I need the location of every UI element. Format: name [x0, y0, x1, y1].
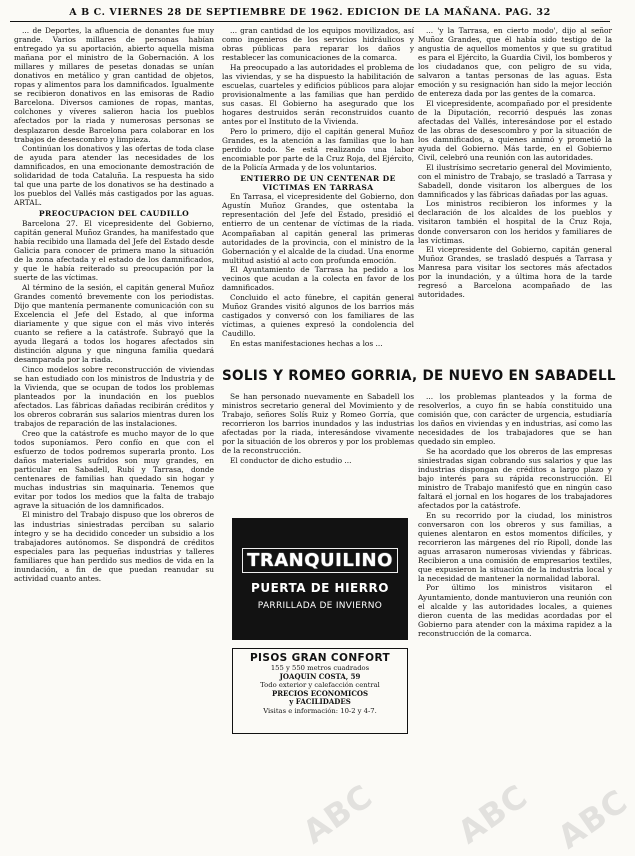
ad-subtitle: PUERTA DE HIERRO [251, 581, 389, 595]
paragraph: Por último los ministros visitaron el Ayuntamiento, donde mantuvieron una reunión con el alcalde y las autoridades locales, a quienes dieron cuenta de las medidas acordadas por el Gobierno para atender con la máxima rapidez a la reconstrucción de la comarca. [418, 583, 612, 638]
paragraph: Barcelona 27. El vicepresidente del Gobierno, capitán general Muñoz Grandes, ha manifestado que había recibido una llamada del Jefe del Estado desde Galicia para conocer de primera mano la situación de la zona afectada y el estado de los damnificados, y que le había reiterado su preocupación por la suerte de las víctimas. [14, 218, 214, 283]
paragraph: El ilustrísimo secretario general del Movimiento, con el ministro de Trabajo, se trasladó a Tarrasa y Sabadell, donde visitaron los albergues de los damnificados y las fábricas dañadas por las aguas. [418, 162, 612, 199]
paragraph: El ministro del Trabajo dispuso que los obreros de las industrias siniestradas perciban su salario íntegro y se ha decidido conceder un subsidio a los trabajadores autónomos. Se dispondrá de créditos especiales para las pequeñas industrias y talleres familiares que han perdido sus medios de vida en la inundación, a fin de que puedan reanudar su actividad cuanto antes. [14, 510, 214, 583]
paragraph: ... los problemas planteados y la forma de resolverlos, a cuyo fin se había constituido una comisión que, con carácter de urgencia, estudiaría los daños en viviendas y en industrias, así como las necesidades de los trabajadores que se han quedado sin empleo. [418, 392, 612, 447]
ad-brand [232, 548, 408, 573]
paragraph: ... de Deportes, la afluencia de donantes fue muy grande. Varios millares de personas habían entregado ya su aportación, abierto aquella misma mañana por el ministro de la Gobernación. A los millares y millares de pesetas donadas se unían donativos en metálico y gran cantidad de objetos, ropas y alimentos para los damnificados. Igualmente se recibieron donativos en las emisoras de Radio Barcelona. Diversos camiones de ropas, mantas, colchones y víveres salieron hacia los pueblos afectados por la riada y numerosas personas se desplazaron desde Barcelona para colaborar en los trabajos de desescombro y limpieza. [14, 26, 214, 144]
paragraph: El vicepresidente del Gobierno, capitán general Muñoz Grandes, se trasladó después a Tarrasa y Manresa para visitar los sectores más afectados por la inundación, y a última hora de la tarde regresó a Barcelona acompañado de las autoridades. [418, 245, 612, 300]
main-headline: SOLIS Y ROMEO GORRIA, DE NUEVO EN SABADELL [222, 367, 616, 384]
paragraph: Los ministros recibieron los informes y la declaración de los alcaldes de los pueblos y visitaron también el hospital de la Cruz Roja, donde conversaron con los heridos y familiares de las víctimas. [418, 199, 612, 245]
section-heading: PREOCUPACION DEL CAUDILLO [38, 209, 190, 219]
paragraph: Creo que la catástrofe es mucho mayor de lo que todos suponíamos. Pero confío en que con el esfuerzo de todos podremos superarla pronto. Los daños materiales sufridos son muy grandes, en particular en Sabadell, Rubí y Tarrasa, donde centenares de familias han quedado sin hogar y muchas industrias sin maquinaria. Tenemos que evitar por todos los medios que la falta de trabajo agrave la situación de los damnificados. [14, 428, 214, 510]
paragraph: Ha preocupado a las autoridades el problema de las viviendas, y se ha dispuesto la habilitación de escuelas, cuarteles y edificios públicos para alojar provisionalmente a las familias que han perdido sus casas. El Gobierno ha asegurado que los hogares destruidos serán reconstruidos cuanto antes por el Instituto de la Vivienda. [222, 62, 414, 126]
restaurant-advertisement [232, 518, 408, 640]
paragraph: Continúan los donativos y las ofertas de toda clase de ayuda para atender las necesidades de los damnificados, en una emocionante demostración de solidaridad de toda Cataluña. La respuesta ha sido tal que una parte de los donativos se ha destinado a los pueblos del Vallés más castigados por las aguas. ARTAL. [14, 144, 214, 208]
apartments-advertisement [232, 648, 408, 734]
column-2-top [222, 26, 414, 362]
watermark: ABC [550, 781, 635, 856]
watermark: ABC [450, 776, 535, 852]
column-1 [14, 26, 214, 844]
ad-line: Todo exterior y calefacción central [260, 681, 380, 690]
ad-address: JOAQUIN COSTA, 59 [279, 671, 361, 681]
paragraph: Se ha acordado que los obreros de las empresas siniestradas sigan cobrando sus salarios y que las industrias dispongan de créditos a largo plazo y bajo interés para su rápida reconstrucción. El ministro de Trabajo manifestó que en ningún caso faltará el jornal en los hogares de los trabajadores afectados por la catástrofe. [418, 446, 612, 511]
ad-line: PRECIOS ECONOMICOS [271, 688, 369, 698]
paragraph: El conductor de dicho estudio ... [230, 455, 352, 465]
paragraph: Se han personado nuevamente en Sabadell los ministros secretario general del Movimiento y de Trabajo, señores Solís Ruiz y Romeo Gorría, que recorrieron los barrios inundados y las industrias afectadas por la riada, interesándose vivamente por la situación de los obreros y por los problemas de la reconstrucción. [222, 392, 414, 456]
ad-brand-text: TRANQUILINO [242, 548, 398, 573]
ad-line: y FACILIDADES [289, 697, 351, 707]
column-3-bottom [418, 392, 612, 844]
ad-line: 155 y 550 metros cuadrados [270, 664, 370, 672]
paragraph: El vicepresidente, acompañado por el presidente de la Diputación, recorrió después las zonas afectadas del Vallés, interesándose por el estado de las obras de desescombro y por la situación de los damnificados, a quienes animó y prometió la ayuda del Gobierno. Más tarde, en el Gobierno Civil, celebró una reunión con las autoridades. [418, 98, 612, 163]
paragraph: Concluido el acto fúnebre, el capitán general Muñoz Grandes visitó algunos de los barrios más castigados y conversó con los familiares de las víctimas, a quienes expresó la condolencia del Caudillo. [222, 292, 414, 339]
section-heading: ENTIERRO DE UN CENTENAR DE VICTIMAS EN TARRASA [240, 173, 396, 192]
ad-tagline: PARRILLADA DE INVIERNO [257, 601, 383, 611]
watermark: ABC [295, 776, 380, 852]
ad-title: PISOS GRAN CONFORT [249, 652, 391, 664]
paragraph: El Ayuntamiento de Tarrasa ha pedido a los vecinos que acudan a la colecta en favor de los damnificados. [222, 265, 414, 293]
paragraph: ... 'y la Tarrasa, en cierto modo', dijo al señor Muñoz Grandes, que él había sido testigo de la angustia de aquellos momentos y que su gratitud es para el Ejército, la Guardia Civil, los bomberos y los ciudadanos que, con peligro de su vida, salvaron a tantas personas de las aguas. Esta emoción y su resignación han sido la mejor lección de entereza dada por las gentes de la comarca. [418, 26, 612, 99]
paragraph: ... gran cantidad de los equipos movilizados, así como ingenieros de los servicios hidráulicos y obras públicas para reparar los daños y restablecer las comunicaciones de la comarca. [222, 26, 414, 63]
column-3-top [418, 26, 612, 362]
paragraph: Pero lo primero, dijo el capitán general Muñoz Grandes, es la atención a las familias que lo han perdido todo. Se está realizando una labor encomiable por parte de la Cruz Roja, del Ejército, de la Policía Armada y de los voluntarios. [222, 126, 414, 172]
ad-line: Visitas e información: 10-2 y 4-7. [263, 706, 377, 715]
paragraph: En estas manifestaciones hechas a los ... [230, 338, 383, 348]
paragraph: Al término de la sesión, el capitán general Muñoz Grandes comentó brevemente con los periodistas. Dijo que mantenía permanente comunicación con su Excelencia el Jefe del Estado, al que informa diariamente y que sigue con el más vivo interés cuanto se refiere a la catástrofe. Subrayó que la ayuda llegará a todos los hogares afectados sin distinción alguna y que ninguna familia quedará desamparada por la riada. [14, 282, 214, 365]
column-2-bottom [222, 392, 414, 465]
paragraph: En Tarrasa, el vicepresidente del Gobierno, don Agustín Muñoz Grandes, que ostentaba la representación del Jefe del Estado, presidió el entierro de un centenar de víctimas de la riada. Acompañaban al capitán general las primeras autoridades de la provincia, con el ministro de la Gobernación y el alcalde de la ciudad. Una enorme multitud asistió al acto con profunda emoción. [222, 192, 414, 265]
page-header: A B C. VIERNES 28 DE SEPTIEMBRE DE 1962. EDICION DE LA MAÑANA. PAG. 32 [10, 4, 610, 22]
paragraph: En su recorrido por la ciudad, los ministros conversaron con los obreros y sus familias, a quienes alentaron en estos momentos difíciles, y recorrieron las márgenes del río Ripoll, donde las aguas arrasaron numerosas viviendas y fábricas. Recibieron a una comisión de empresarios textiles, que expusieron la situación de la industria local y la necesidad de mantener la normalidad laboral. [418, 510, 612, 583]
paragraph: Cinco modelos sobre reconstrucción de viviendas se han estudiado con los ministros de Industria y de la Vivienda, que se ocupan de todos los problemas planteados por la inundación en los pueblos afectados. Las fábricas dañadas recibirán créditos y los obreros cobrarán sus salarios mientras duren los trabajos de reparación de las instalaciones. [14, 364, 214, 429]
